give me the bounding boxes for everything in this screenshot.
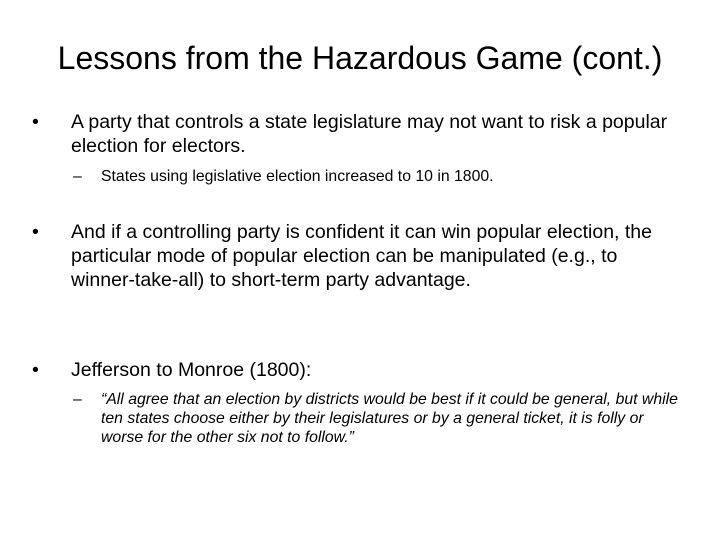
sub-bullet-marker: – [73,168,82,185]
slide-title: Lessons from the Hazardous Game (cont.) [57,40,663,76]
bullet-text: Jefferson to Monroe (1800): [71,359,312,381]
sub-bullet-marker: – [73,391,82,408]
bullet-marker: • [32,111,39,133]
bullet-text: And if a controlling party is confident it can win popular election, the particular mode of popular election can be manipulated (e.g., to winner-take-all) to short-term party advantage. [71,221,653,291]
sub-bullet-item [73,167,683,186]
sub-bullet-item [73,390,683,447]
bullet-marker: • [32,359,39,381]
bullet-item [32,358,672,382]
bullet-text: A party that controls a state legislature may not want to risk a popular election for electors. [71,111,668,157]
quote-text: “All agree that an election by districts would be best if it could be general, but while ten states choose either by their legislatures or by a general ticket, it is folly or worse for the other six not to follow.” [101,391,678,446]
bullet-item [32,220,672,292]
bullet-marker: • [32,221,39,243]
bullet-item [32,110,672,158]
sub-bullet-text: States using legislative election increased to 10 in 1800. [101,168,494,185]
